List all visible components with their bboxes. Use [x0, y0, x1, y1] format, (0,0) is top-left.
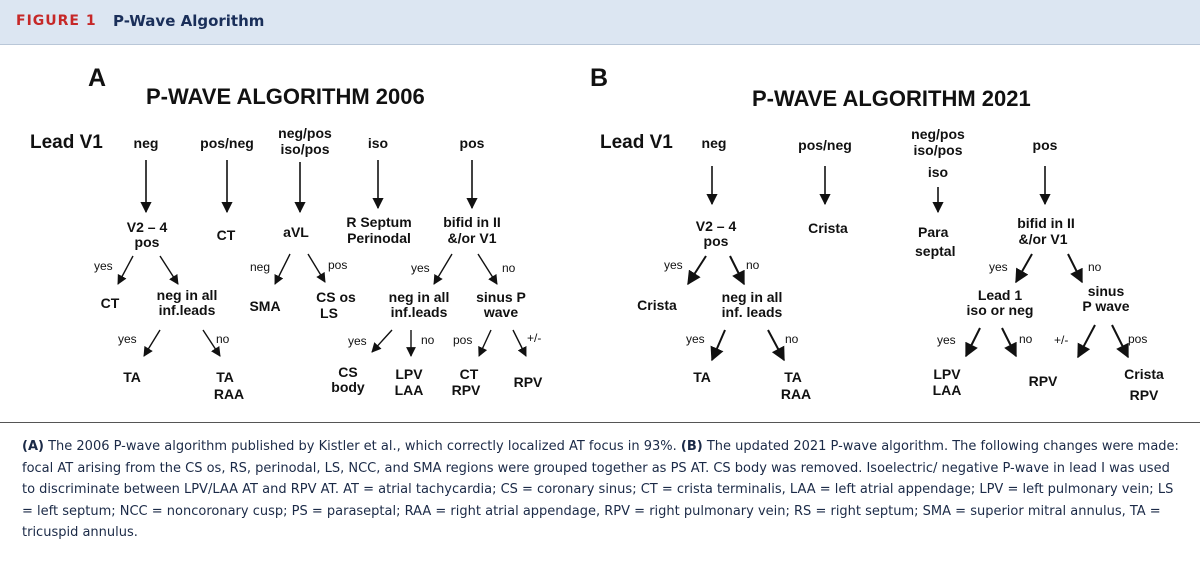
caption-divider	[0, 422, 1200, 423]
b-top-n1: neg/pos	[911, 126, 965, 142]
b-branch-yes-1: yes	[664, 258, 683, 272]
panel-b-title: P-WAVE ALGORITHM 2021	[752, 86, 1031, 111]
figure-label: FIGURE 1	[16, 13, 97, 29]
a-mid-v24-1: V2 – 4	[126, 219, 168, 235]
a-leaf-cs-2: body	[331, 379, 365, 395]
a-mid-rseptum-1: R Septum	[346, 214, 412, 230]
a-l3-sinus-1: sinus P	[476, 289, 526, 305]
panel-a	[30, 64, 543, 402]
b-l3-lead1-1: Lead 1	[977, 287, 1023, 303]
caption-a-label: (A)	[22, 439, 44, 454]
b-branch-yes-2: yes	[989, 260, 1008, 274]
a-leaf-taraa-2: RAA	[213, 386, 245, 402]
panel-b	[590, 64, 1164, 403]
a-leaf-ctrpv-1: CT	[459, 366, 479, 382]
a-leaf-lpv-1: LPV	[395, 366, 423, 382]
a-branch2-pos-c: pos	[453, 333, 473, 347]
a-mid-rseptum-2: Perinodal	[347, 230, 411, 246]
a-l3-sinus-2: wave	[483, 304, 519, 320]
a-l3-sma: SMA	[249, 298, 281, 314]
b-l3-sinus-2: P wave	[1082, 298, 1130, 314]
a-branch2-pm-c: +/-	[527, 331, 542, 345]
b-branch2-yes-b: yes	[937, 333, 956, 347]
b-l3-crista: Crista	[637, 297, 677, 313]
caption-b-text: The updated 2021 P-wave algorithm. The following changes were made: focal AT arising from the CS os, RS, perinodal, LS, NCC, and SMA regions were grouped together as PS AT. CS body was removed. Isoelectric/ negative P-wave in lead I was used to discriminate between LPV/LAA AT and RPV AT. AT = atrial tachycardia; CS = coronary sinus; CT = crista terminalis, LAA = left atrial appendage; LPV = left pulmonary vein; LS = left septum; NCC = noncoronary cusp; PS = paraseptal; RAA = right atrial appendage, RPV = right pulmonary vein; RS = right septum; SMA = superior mitral annulus, TA = tricuspid annulus.	[22, 439, 1179, 540]
a-l3-csos-1: CS os	[316, 289, 356, 305]
a-branch-neg-1: neg	[250, 260, 271, 274]
a-top-pos: pos	[459, 135, 485, 151]
b-branch2-no-b: no	[1019, 332, 1033, 346]
a-branch2-yes-b: yes	[348, 334, 367, 348]
b-branch2-pos-c: pos	[1128, 332, 1148, 346]
b-leaf-rpv: RPV	[1028, 373, 1058, 389]
a-branch-no-2: no	[502, 261, 516, 275]
a-mid-v24-2: pos	[134, 234, 160, 250]
a-leaf-ta: TA	[123, 369, 141, 385]
a-branch-yes-2: yes	[411, 261, 430, 275]
b-branch2-pm-c: +/-	[1054, 333, 1069, 347]
a-l3-csos-2: LS	[320, 305, 338, 321]
a-diagonal-arrows-1	[118, 254, 497, 284]
a-branch-yes-1: yes	[94, 259, 113, 273]
b-branch2-yes-a: yes	[686, 332, 705, 346]
a-l3-ct: CT	[100, 295, 120, 311]
b-branch2-no-a: no	[785, 332, 799, 346]
figure-title: P-Wave Algorithm	[113, 12, 265, 30]
a-leaf-lpv-2: LAA	[394, 382, 424, 398]
a-branch2-yes-a: yes	[118, 332, 137, 346]
a-top-neg: neg	[133, 135, 159, 151]
b-leaf-lpv-1: LPV	[933, 366, 961, 382]
a-mid-bifid-2: &/or V1	[447, 230, 497, 246]
a-top-negpos-2: iso/pos	[280, 141, 330, 157]
b-leaf-taraa-1: TA	[784, 369, 802, 385]
a-top-negpos-1: neg/pos	[278, 125, 332, 141]
figure-panels	[0, 44, 1200, 422]
b-l3-neginf-1: neg in all	[721, 289, 783, 305]
b-top-n2: iso/pos	[913, 142, 963, 158]
figure-caption	[22, 436, 1182, 544]
panel-a-letter: A	[88, 64, 107, 92]
b-leaf-lpv-2: LAA	[932, 382, 962, 398]
panel-b-lead-label: Lead V1	[600, 132, 673, 153]
caption-a-text: The 2006 P-wave algorithm published by Kistler et al., which correctly localized AT focus in 93%.	[43, 439, 681, 454]
a-top-posneg: pos/neg	[200, 135, 254, 151]
b-mid-bifid-1: bifid in II	[1017, 215, 1075, 231]
b-mid-bifid-2: &/or V1	[1018, 231, 1068, 247]
caption-b-label: (B)	[680, 439, 703, 454]
a-branch2-no-b: no	[421, 333, 435, 347]
b-leaf-crista-2: RPV	[1129, 387, 1159, 403]
b-leaf-taraa-2: RAA	[780, 386, 812, 402]
a-l3-neginf-2: inf.leads	[158, 302, 216, 318]
a-mid-bifid-1: bifid in II	[443, 214, 501, 230]
b-top-neg: neg	[701, 135, 727, 151]
b-mid-crista: Crista	[808, 220, 848, 236]
a-vertical-arrows	[146, 160, 472, 212]
a-l3-neginf2-2: inf.leads	[390, 304, 448, 320]
panel-a-title: P-WAVE ALGORITHM 2006	[146, 84, 425, 109]
algorithm-diagram	[0, 44, 1200, 422]
b-branch-no-1: no	[746, 258, 760, 272]
a-branch2-no-a: no	[216, 332, 230, 346]
b-mid-v24-2: pos	[703, 233, 729, 249]
a-branch-pos-1: pos	[328, 258, 348, 272]
b-leaf-ta: TA	[693, 369, 711, 385]
b-top-posneg: pos/neg	[798, 137, 852, 153]
a-mid-ct: CT	[216, 227, 236, 243]
a-leaf-rpv: RPV	[513, 374, 543, 390]
b-top-n3: iso	[927, 164, 949, 180]
figure-header	[0, 0, 1200, 45]
b-mid-para-2: septal	[915, 243, 956, 259]
a-leaf-taraa-1: TA	[216, 369, 234, 385]
panel-a-lead-label: Lead V1	[30, 132, 103, 153]
a-leaf-cs-1: CS	[338, 364, 358, 380]
b-mid-v24-1: V2 – 4	[695, 218, 737, 234]
a-mid-avl: aVL	[283, 224, 309, 240]
b-l3-neginf-2: inf. leads	[721, 304, 783, 320]
b-l3-lead1-2: iso or neg	[966, 302, 1034, 318]
a-l3-neginf2-1: neg in all	[388, 289, 450, 305]
b-l3-sinus-1: sinus	[1087, 283, 1125, 299]
a-leaf-ctrpv-2: RPV	[451, 382, 481, 398]
b-branch-no-2: no	[1088, 260, 1102, 274]
panel-b-letter: B	[590, 64, 609, 92]
b-mid-para-1: Para	[918, 224, 949, 240]
b-leaf-crista-1: Crista	[1124, 366, 1164, 382]
b-top-pos: pos	[1032, 137, 1058, 153]
a-top-iso: iso	[367, 135, 389, 151]
b-vertical-arrows	[712, 166, 1045, 212]
a-l3-neginf-1: neg in all	[156, 287, 218, 303]
